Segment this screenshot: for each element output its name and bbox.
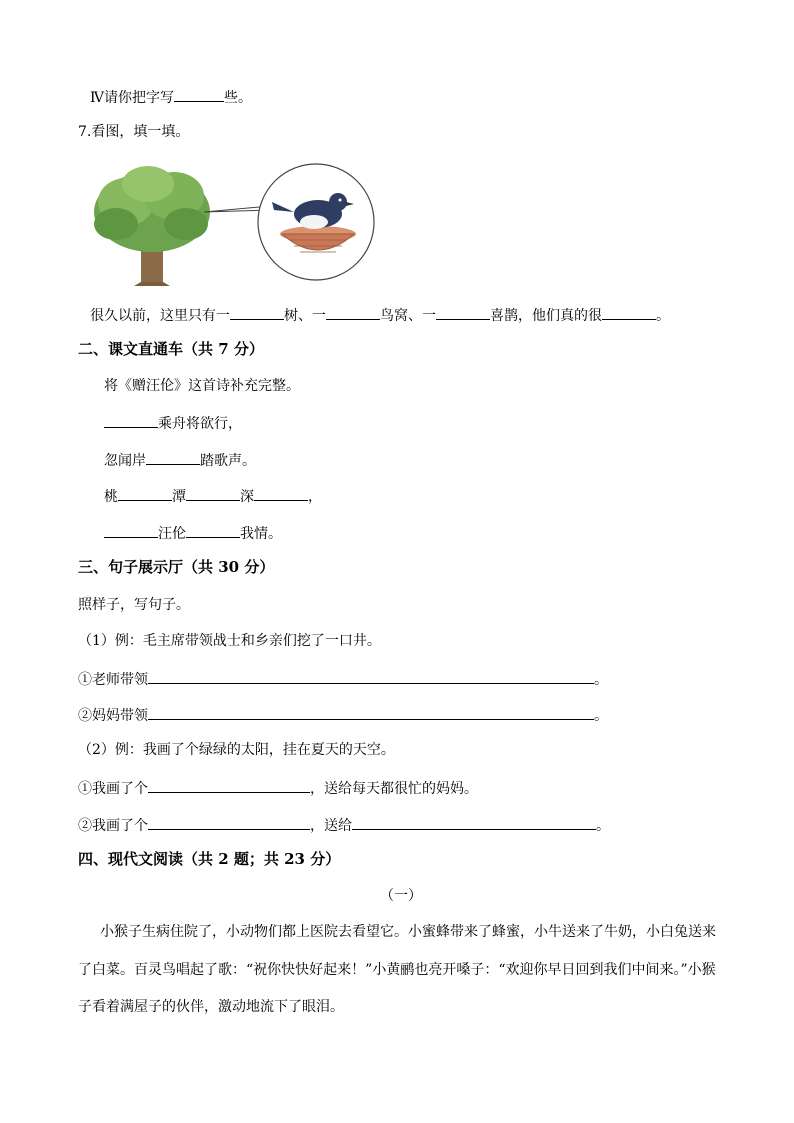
ex1-item2-text: ②妈妈带领 bbox=[78, 708, 148, 724]
ex2-item1-text-b: ，送给每天都很忙的妈妈。 bbox=[310, 781, 478, 797]
q7-title: 7.看图，填一填。 bbox=[78, 124, 190, 140]
tree-icon bbox=[94, 166, 210, 286]
q7-blank-3[interactable] bbox=[436, 305, 490, 320]
poem-text-4a: 汪伦 bbox=[158, 526, 186, 542]
exercise-2-example: （2）例：我画了个绿绿的太阳，挂在夏天的天空。 bbox=[78, 742, 395, 758]
poem-blank-1[interactable] bbox=[104, 413, 158, 428]
section-3-instruction: 照样子，写句子。 bbox=[78, 597, 190, 613]
tree-and-magpie-illustration bbox=[86, 162, 376, 290]
ex2-item2-text-b: ，送给 bbox=[310, 818, 352, 834]
q7-blank-2[interactable] bbox=[326, 305, 380, 320]
q4-text: Ⅳ请你把字写 bbox=[90, 90, 174, 106]
poem-text-4b: 我情。 bbox=[240, 526, 282, 542]
poem-text-3b: 潭 bbox=[172, 489, 186, 505]
q7-blank-1[interactable] bbox=[230, 305, 284, 320]
exercise-1-item-2 bbox=[78, 705, 608, 725]
poem-text-1: 乘舟将欲行， bbox=[158, 416, 242, 432]
poem-text-3c: 深 bbox=[240, 489, 254, 505]
q7-text-2: 树、一 bbox=[284, 308, 326, 324]
ex2-item2-text-a: ②我画了个 bbox=[78, 818, 148, 834]
poem-blank-4[interactable] bbox=[186, 486, 240, 501]
q7-sentence bbox=[90, 305, 670, 325]
q7-blank-4[interactable] bbox=[602, 305, 656, 320]
exercise-2-item-2 bbox=[78, 815, 610, 835]
ex2-item2-blank-1[interactable] bbox=[148, 815, 310, 830]
passage-number: （一） bbox=[380, 888, 422, 904]
poem-blank-6[interactable] bbox=[104, 523, 158, 538]
ex1-item1-period: 。 bbox=[594, 672, 608, 688]
passage-line-3: 子看着满屋子的伙伴，激动地流下了眼泪。 bbox=[78, 999, 344, 1015]
poem-text-2a: 忽闻岸 bbox=[104, 453, 146, 469]
q7-text-1: 很久以前，这里只有一 bbox=[90, 308, 230, 324]
ex1-item2-blank[interactable] bbox=[148, 705, 594, 720]
poem-blank-7[interactable] bbox=[186, 523, 240, 538]
q4-line bbox=[90, 87, 252, 107]
ex1-item2-period: 。 bbox=[594, 708, 608, 724]
poem-line-3 bbox=[104, 486, 322, 506]
poem-blank-2[interactable] bbox=[146, 450, 200, 465]
section-3-heading: 三、句子展示厅（共 30 分） bbox=[78, 558, 275, 576]
poem-text-3a: 桃 bbox=[104, 489, 118, 505]
poem-line-4 bbox=[104, 523, 282, 543]
poem-text-2b: 踏歌声。 bbox=[200, 453, 256, 469]
section-2-heading: 二、课文直通车（共 7 分） bbox=[78, 340, 264, 358]
passage-line-2: 了白菜。百灵鸟唱起了歌：“祝你快快好起来！”小黄鹂也亮开嗓子：“欢迎你早日回到我们中间来。”小猴 bbox=[78, 962, 716, 978]
poem-line-2 bbox=[104, 450, 256, 470]
q4-blank[interactable] bbox=[174, 87, 224, 102]
ex2-item1-text-a: ①我画了个 bbox=[78, 781, 148, 797]
poem-blank-5[interactable] bbox=[254, 486, 308, 501]
poem-blank-3[interactable] bbox=[118, 486, 172, 501]
exercise-1-example: （1）例：毛主席带领战士和乡亲们挖了一口井。 bbox=[78, 633, 381, 649]
q7-text-4: 喜鹊，他们真的很 bbox=[490, 308, 602, 324]
ex2-item1-blank[interactable] bbox=[148, 778, 310, 793]
magpie-nest-bubble bbox=[258, 164, 374, 280]
exercise-2-item-1 bbox=[78, 778, 478, 798]
ex1-item1-text: ①老师带领 bbox=[78, 672, 148, 688]
q4-text-end: 些。 bbox=[224, 90, 252, 106]
poem-text-3d: ， bbox=[308, 489, 322, 505]
ex2-item2-blank-2[interactable] bbox=[352, 815, 596, 830]
q7-text-5: 。 bbox=[656, 308, 670, 324]
poem-line-1 bbox=[104, 413, 242, 433]
ex1-item1-blank[interactable] bbox=[148, 669, 594, 684]
q7-text-3: 鸟窝、一 bbox=[380, 308, 436, 324]
section-4-heading: 四、现代文阅读（共 2 题；共 23 分） bbox=[78, 850, 341, 868]
exercise-1-item-1 bbox=[78, 669, 608, 689]
section-2-instruction: 将《赠汪伦》这首诗补充完整。 bbox=[104, 378, 300, 394]
ex2-item2-period: 。 bbox=[596, 818, 610, 834]
passage-line-1: 小猴子生病住院了，小动物们都上医院去看望它。小蜜蜂带来了蜂蜜，小牛送来了牛奶，小白兔送来 bbox=[100, 924, 716, 940]
